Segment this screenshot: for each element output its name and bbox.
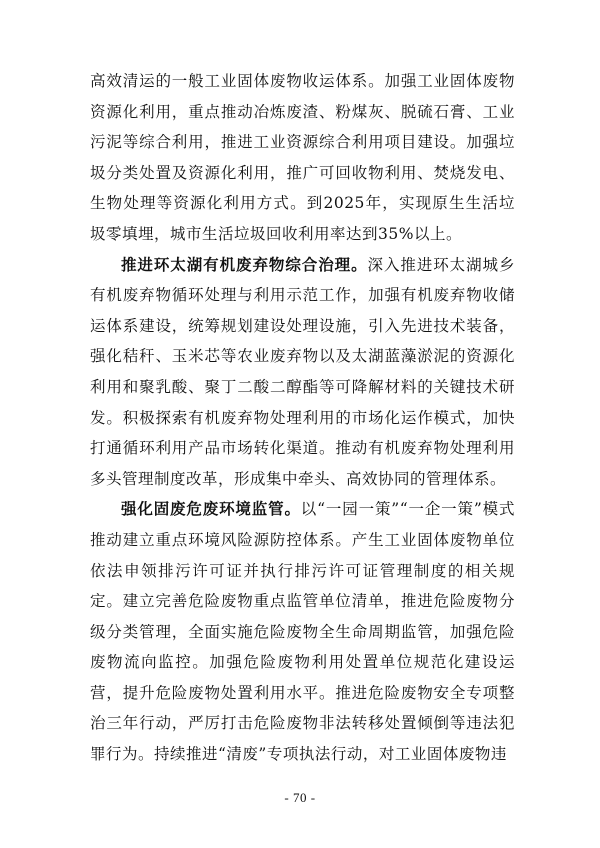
paragraph-organic-waste — [90, 250, 515, 495]
paragraph-text: 高效清运的一般工业固体废物收运体系。加强工业固体废物资源化利用，重点推动冶炼废渣、粉煤灰、脱硫石膏、工业污泥等综合利用，推进工业资源综合利用项目建设。加强垃圾分类处置及资源化利用，推广可回收物利用、焚烧发电、生物处理等资源化利用方式。到2025年，实现原生生活垃圾零填埋，城市生活垃圾回收利用率达到35%以上。 — [90, 72, 515, 243]
paragraph-msw-collection — [90, 66, 515, 250]
document-body — [90, 66, 515, 770]
page-number: - 70 - — [284, 790, 316, 805]
paragraph-hazardous-waste — [90, 494, 515, 769]
paragraph-text: 以“一园一策”“一企一策”模式推动建立重点环境风险源防控体系。产生工业固体废物单位依法申领排污许可证并执行排污许可证管理制度的相关规定。建立完善危险废物重点监管单位清单，推进危险废物分级分类管理，全面实施危险废物全生命周期监管，加强危险废物流向监控。加强危险废物利用处置单位规范化建设运营，提升危险废物处置利用水平。推进危险废物安全专项整治三年行动，严厉打击危险废物非法转移处置倾倒等违法犯罪行为。持续推进“清废”专项执法行动，对工业固体废物违 — [90, 500, 515, 764]
paragraph-heading: 强化固废危废环境监管。 — [121, 499, 301, 519]
paragraph-text: 深入推进环太湖城乡有机废弃物循环处理与利用示范工作，加强有机废弃物收储运体系建设，统筹规划建设处理设施，引入先进技术装备，强化秸秆、玉米芯等农业废弃物以及太湖蓝藻淤泥的资源化利用和聚乳酸、聚丁二酸二醇酯等可降解材料的关键技术研发。积极探索有机废弃物处理利用的市场化运作模式，加快打通循环利用产品市场转化渠道。推动有机废弃物处理利用多头管理制度改革，形成集中牵头、高效协同的管理体系。 — [90, 255, 515, 488]
paragraph-heading: 推进环太湖有机废弃物综合治理。 — [121, 254, 368, 274]
